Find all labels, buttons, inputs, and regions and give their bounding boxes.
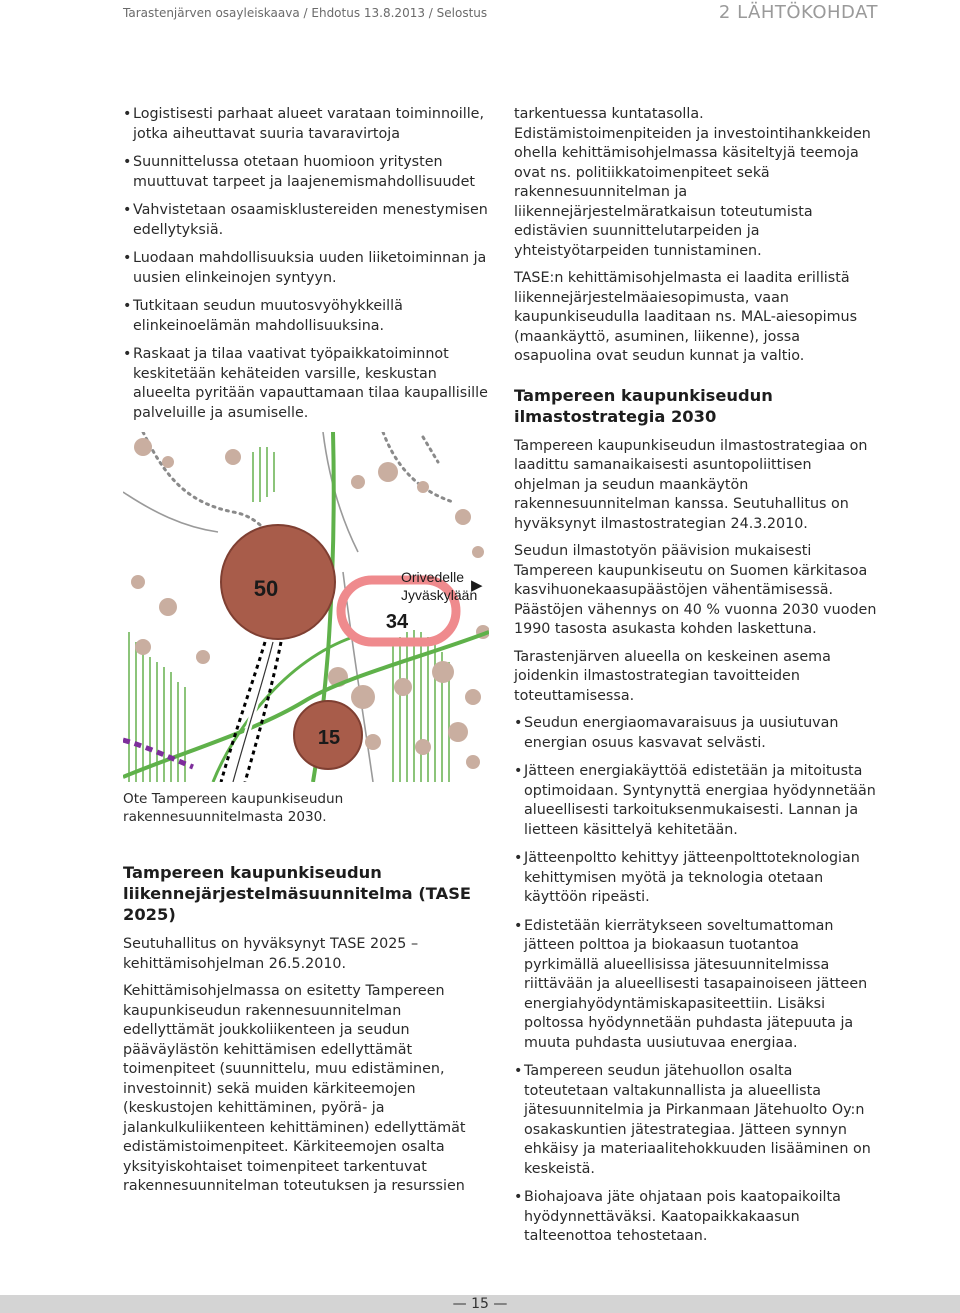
paragraph: Seutuhallitus on hyväksynyt TASE 2025 –kehittämisohjelman 26.5.2010. — [123, 936, 419, 972]
heading-climate-strategy: Tampereen kaupunkiseudun ilmastostrategia 2030 — [514, 385, 773, 426]
header-chapter-title: 2 LÄHTÖKOHDAT — [718, 2, 878, 23]
heading-tase: Tampereen kaupunkiseudun liikennejärjestelmäsuunnitelma (TASE 2025) — [123, 863, 472, 924]
paragraph: Seudun ilmastotyön päävision mukaisesti Tampereen kaupunkiseutu on Suomen kärkitasoa kasvihuonekaasupäästöjen vähentämisessä. Päästöjen vähennys on 40 % vuonna 2030 vuoden 1990 tasosta asukasta kohden laskettuna. — [514, 543, 877, 637]
list-item: • Seudun energiaomavaraisuus ja uusiutuvan energian osuus kasvavat selvästi. — [514, 714, 878, 753]
paragraph: TASE:n kehittämisohjelmasta ei laadita erillistä liikennejärjestelmäaiesopimusta, vaan kaupunkiseudulla laaditaan ns. MAL-aiesopimus (maankäyttö, asuminen, liikenne), jossa osapuolina ovat seudun kunnat ja valtio. — [514, 270, 858, 364]
map-direction-label-2: Jyväskylään — [401, 587, 478, 603]
list-item: • Biohajoava jäte ohjataan pois kaatopaikoilta hyödynnettäväksi. Kaatopaikkakaasun talteenottoa tehostetaan. — [514, 1188, 878, 1247]
left-column — [123, 105, 489, 1205]
right-column — [514, 105, 878, 1256]
list-item: • Suunnittelussa otetaan huomioon yritysten muuttuvat tarpeet ja laajenemismahdollisuudet — [123, 153, 489, 192]
paragraph: tarkentuessa kuntatasolla. Edistämistoimenpiteiden ja investointihankkeiden ohella kehittämisohjelmassa käsiteltyjä teemoja ovat ns. politiikkatoimenpiteet sekä rakennesuunnitelman ja liikennejärjestelmäratkaisun toteutumista edistävien suunnittelutarpeiden ja yhteistyötarpeiden tunnistaminen. — [514, 106, 871, 259]
map-direction-label-1: Orivedelle — [401, 569, 465, 585]
map-label-50: 50 — [253, 576, 279, 601]
list-item: • Tutkitaan seudun muutosvyöhykkeillä elinkeinoelämän mahdollisuuksina. — [123, 297, 489, 336]
map-label-15: 15 — [317, 727, 341, 749]
paragraph: Kehittämisohjelmassa on esitetty Tampereen kaupunkiseudun rakennesuunnitelman edellyttämät joukkoliikenteen ja seudun pääväylästön kehittämisen edellyttämät toimenpiteet (suunnittelu, muu edistäminen, investoinnit) sekä muiden kärkiteemojen (keskustojen kehittäminen, pyörä- ja jalankulkuliikenteen kehittäminen) edellyttämät edistämistoimenpiteet. Kärkiteemojen osalta yksityiskohtaiset toimenpiteet tarkentuvat rakennesuunnitelman toteutuksen ja resurssien — [123, 983, 466, 1194]
list-item: • Luodaan mahdollisuuksia uuden liiketoiminnan ja uusien elinkeinojen syntyyn. — [123, 249, 489, 288]
map-caption: Ote Tampereen kaupunkiseudun rakennesuunnitelmasta 2030. — [123, 791, 344, 825]
list-item: • Jätteen energiakäyttöä edistetään ja mitoitusta optimoidaan. Syntynyttä energiaa hyödynnetään alueellisesti tarkoituksenmukaisesti. Lannan ja lietteen käsittelyä kehitetään. — [514, 762, 878, 840]
list-item: • Logistisesti parhaat alueet varataan toiminnoille, jotka aiheuttavat suuria tavaravirtoja — [123, 105, 489, 144]
right-bullet-list — [514, 714, 878, 1247]
map-arrow-icon: ▶ — [471, 576, 483, 594]
list-item: • Tampereen seudun jätehuollon osalta toteutetaan valtakunnallista ja alueellista jätesuunnitelmia ja Pirkanmaan Jätehuolto Oy:n osakaskuntien jätestrategiaa. Jätteen synnyn ehkäisy ja materiaalitehokkuuden lisääminen on keskeistä. — [514, 1062, 878, 1179]
paragraph: Tarastenjärven alueella on keskeinen asema joidenkin ilmastostrategian tavoitteiden toteuttamisessa. — [514, 648, 831, 704]
list-item: • Vahvistetaan osaamisklustereiden menestymisen edellytyksiä. — [123, 201, 489, 240]
structure-plan-map — [123, 432, 489, 782]
page-number: — 15 — — [452, 1296, 508, 1312]
left-bullet-list — [123, 105, 489, 423]
list-item: • Raskaat ja tilaa vaativat työpaikkatoiminnot keskitetään kehäteiden varsille, keskustan alueelta pyritään vapauttamaan tilaa kaupallisille palveluille ja asumiselle. — [123, 345, 489, 423]
paragraph: Tampereen kaupunkiseudun ilmastostrategiaa on laadittu samanaikaisesti asuntopoliittisen ohjelman ja seudun maankäytön rakennesuunnitelman kanssa. Seutuhallitus on hyväksynyt ilmastostrategian 24.3.2010. — [514, 437, 868, 532]
list-item: • Jätteenpoltto kehittyy jätteenpolttoteknologian kehittymisen myötä ja teknologia otetaan käyttöön ripeästi. — [514, 849, 878, 908]
map-label-34: 34 — [385, 611, 409, 633]
header-document-title: Tarastenjärven osayleiskaava / Ehdotus 13.8.2013 / Selostus — [123, 6, 488, 20]
list-item: • Edistetään kierrätykseen soveltumattoman jätteen polttoa ja biokaasun tuotantoa pyrkimällä alueellisissa jätesuunnitelmissa riittävään ja alueellisesti tasapainoiseen jätteen energiahyödyntämiskapasiteettiin. Lisäksi poltossa hyödynnetään puhdasta jätepuuta ja muuta puhdasta uusiutuvaa energiaa. — [514, 917, 878, 1054]
